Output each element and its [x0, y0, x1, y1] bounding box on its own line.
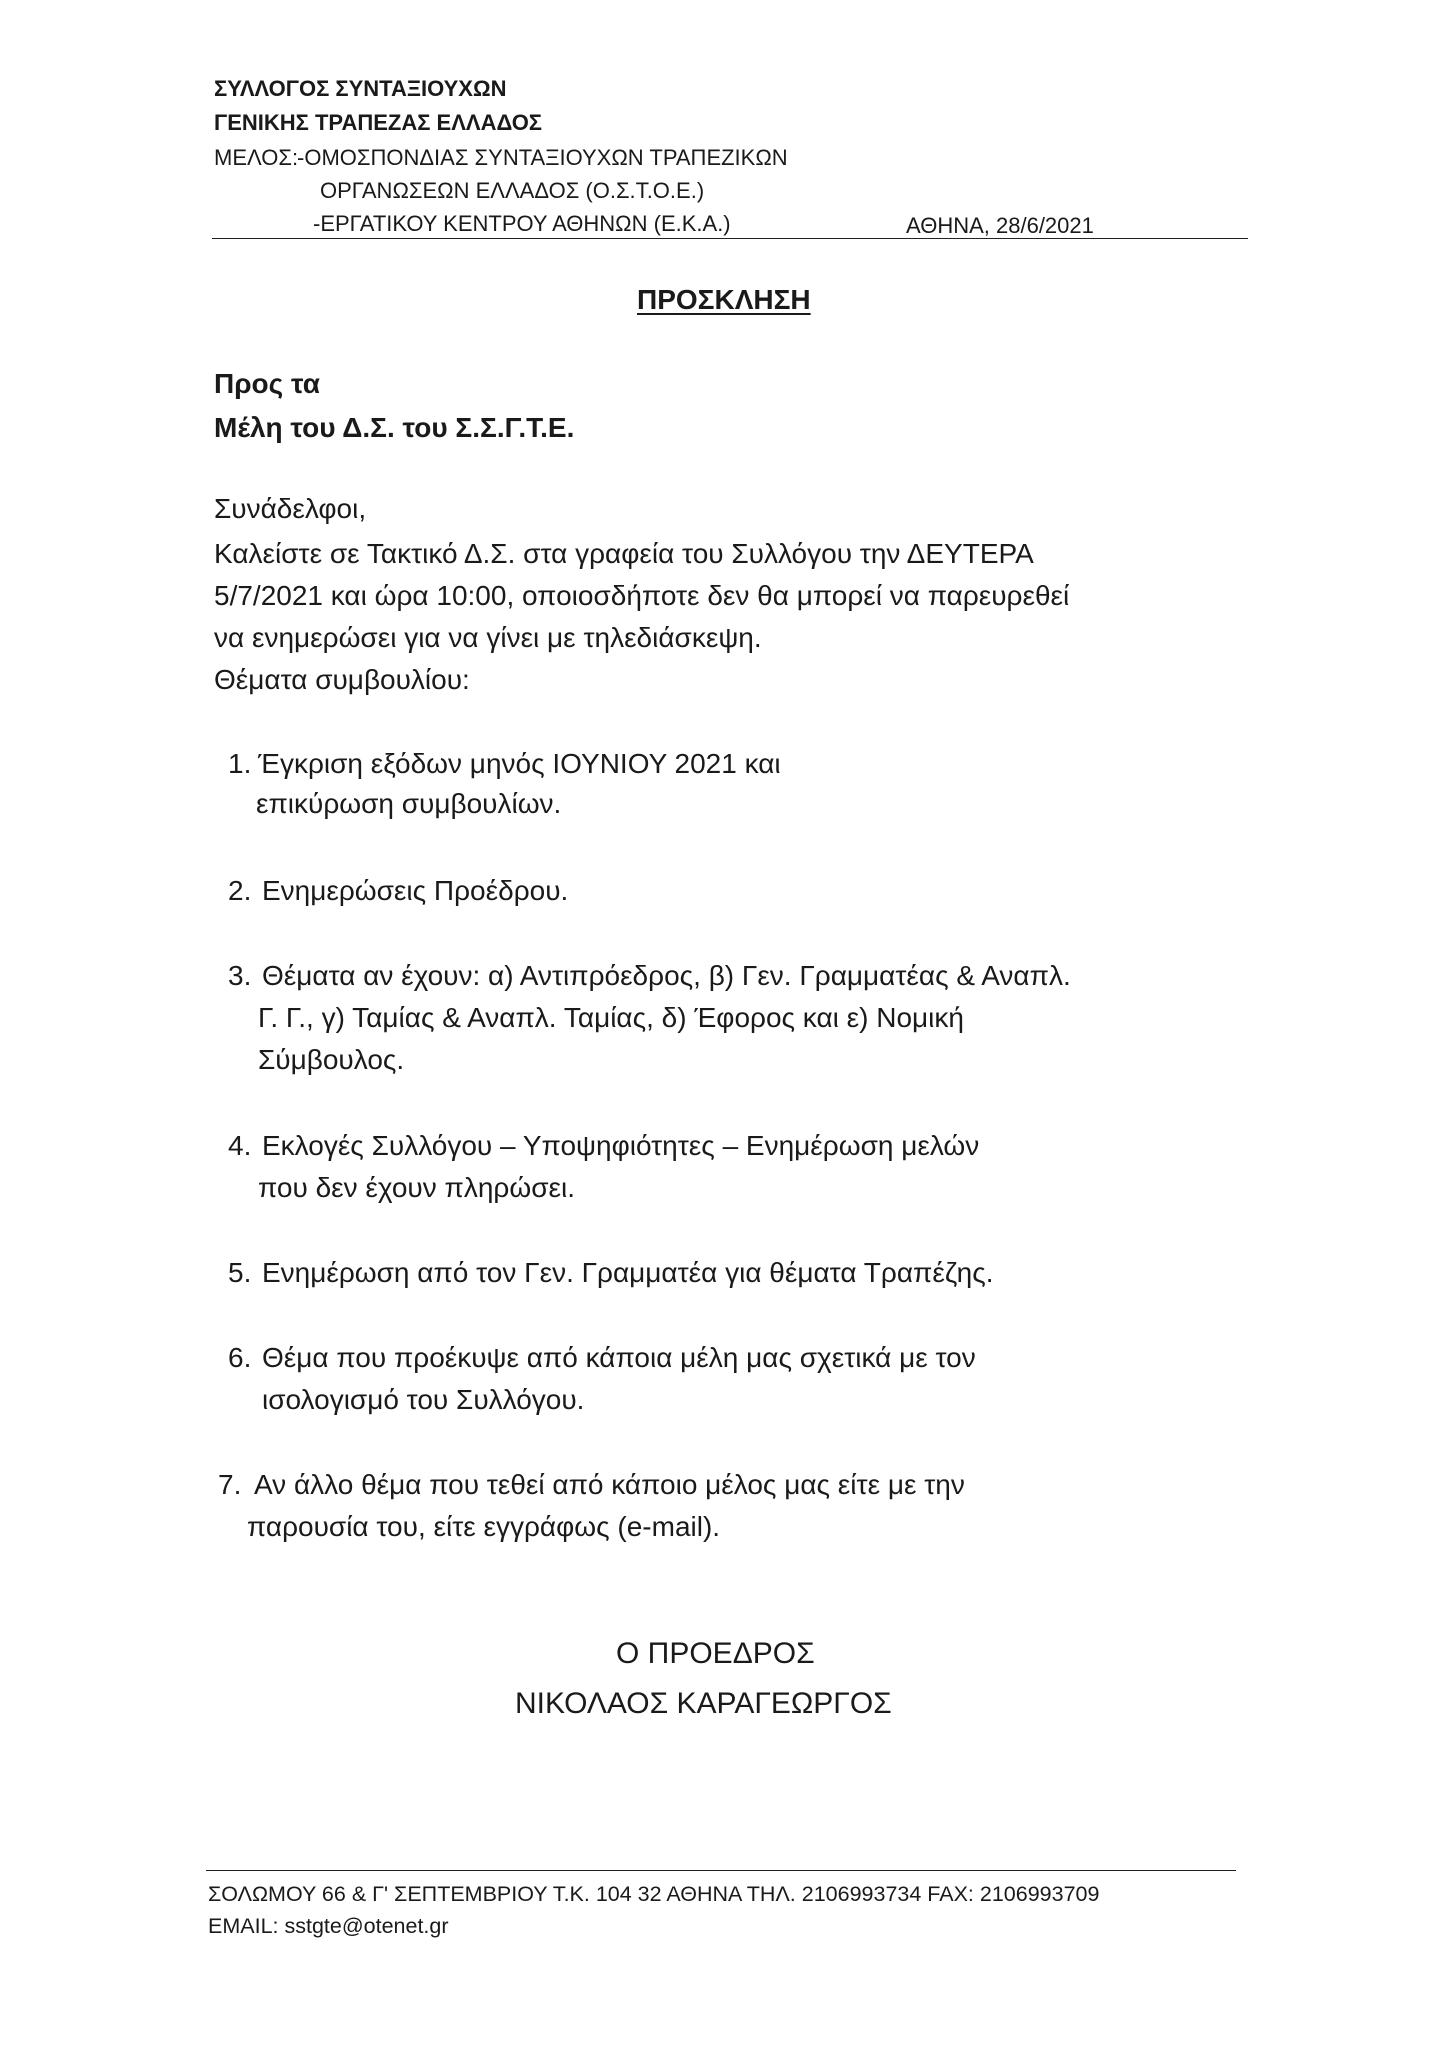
agenda-item-text: Έγκριση εξόδων μηνός ΙΟΥΝΙΟΥ 2021 και — [258, 748, 781, 779]
signatory-name: ΝΙΚΟΛΑΟΣ ΚΑΡΑΓΕΩΡΓΟΣ — [515, 1687, 892, 1720]
document-title: ΠΡΟΣΚΛΗΣΗ — [637, 284, 811, 315]
agenda-item-text: Ενημερώσεις Προέδρου. — [262, 875, 569, 906]
agenda-item-text: Γ. Γ., γ) Ταμίας & Αναπλ. Ταμίας, δ) Έφορος και ε) Νομική — [258, 1002, 964, 1033]
agenda-heading: Θέματα συμβουλίου: — [214, 664, 470, 695]
org-name-line1: ΣΥΛΛΟΓΟΣ ΣΥΝΤΑΞΙΟΥΧΩΝ — [214, 76, 507, 101]
agenda-item-number: 3. — [228, 960, 252, 991]
agenda-item-text: Ενημέρωση από τον Γεν. Γραμματέα για θέματα Τραπέζης. — [262, 1257, 994, 1288]
member-federation-line1: -ΟΜΟΣΠΟΝΔΙΑΣ ΣΥΝΤΑΞΙΟΥΧΩΝ ΤΡΑΠΕΖΙΚΩΝ — [297, 145, 788, 170]
agenda-item-number: 4. — [228, 1130, 252, 1161]
recipient-line1: Προς τα — [214, 368, 320, 399]
agenda-item-number: 1. — [228, 748, 252, 779]
org-name-line2: ΓΕΝΙΚΗΣ ΤΡΑΠΕΖΑΣ ΕΛΛΑΔΟΣ — [214, 110, 543, 135]
agenda-item-text: Αν άλλο θέμα που τεθεί από κάποιο μέλος μας είτε με την — [254, 1469, 965, 1500]
agenda-item-text: ισολογισμό του Συλλόγου. — [262, 1384, 585, 1415]
agenda-item-text: Θέμα που προέκυψε από κάποια μέλη μας σχετικά με τον — [262, 1342, 976, 1373]
member-label: ΜΕΛΟΣ: — [214, 145, 299, 170]
agenda-item-number: 7. — [218, 1469, 242, 1500]
header-divider — [212, 238, 1248, 239]
agenda-item-text: που δεν έχουν πληρώσει. — [258, 1172, 575, 1203]
footer-address: ΣΟΛΩΜΟΥ 66 & Γ' ΣΕΠΤΕΜΒΡΙΟΥ Τ.Κ. 104 32 ΑΘΗΝΑ ΤΗΛ. 2106993734 FAX: 2106993709 — [208, 1882, 1100, 1906]
salutation: Συνάδελφοι, — [214, 493, 367, 524]
recipient-line2: Μέλη του Δ.Σ. του Σ.Σ.Γ.Τ.Ε. — [214, 412, 575, 443]
agenda-item-text: επικύρωση συμβουλίων. — [256, 788, 562, 819]
agenda-item-text: παρουσία του, είτε εγγράφως (e-mail). — [247, 1511, 721, 1542]
agenda-item-number: 5. — [228, 1257, 252, 1288]
member-federation-line2: ΟΡΓΑΝΩΣΕΩΝ ΕΛΛΑΔΟΣ (Ο.Σ.Τ.Ο.Ε.) — [320, 178, 705, 203]
footer-email: EMAIL: sstgte@otenet.gr — [208, 1914, 449, 1938]
member-labour-centre: -ΕΡΓΑΤΙΚΟΥ ΚΕΝΤΡΟΥ ΑΘΗΝΩΝ (Ε.Κ.Α.) — [313, 211, 731, 236]
agenda-item-text: Θέματα αν έχουν: α) Αντιπρόεδρος, β) Γεν. Γραμματέας & Αναπλ. — [262, 960, 1071, 991]
footer-divider — [206, 1870, 1236, 1871]
document-date: ΑΘΗΝΑ, 28/6/2021 — [906, 213, 1094, 238]
body-line1: Καλείστε σε Τακτικό Δ.Σ. στα γραφεία του Συλλόγου την ΔΕΥΤΕΡΑ — [214, 538, 1034, 569]
body-line3: να ενημερώσει για να γίνει με τηλεδιάσκεψη. — [214, 622, 762, 653]
signatory-role: Ο ΠΡΟΕΔΡΟΣ — [616, 1637, 815, 1670]
body-line2: 5/7/2021 και ώρα 10:00, οποιοσδήποτε δεν θα μπορεί να παρευρεθεί — [214, 580, 1070, 611]
agenda-item-text: Σύμβουλος. — [258, 1044, 405, 1075]
agenda-item-number: 2. — [228, 875, 252, 906]
agenda-item-text: Εκλογές Συλλόγου – Υποψηφιότητες – Ενημέρωση μελών — [262, 1130, 980, 1161]
agenda-item-number: 6. — [228, 1342, 252, 1373]
